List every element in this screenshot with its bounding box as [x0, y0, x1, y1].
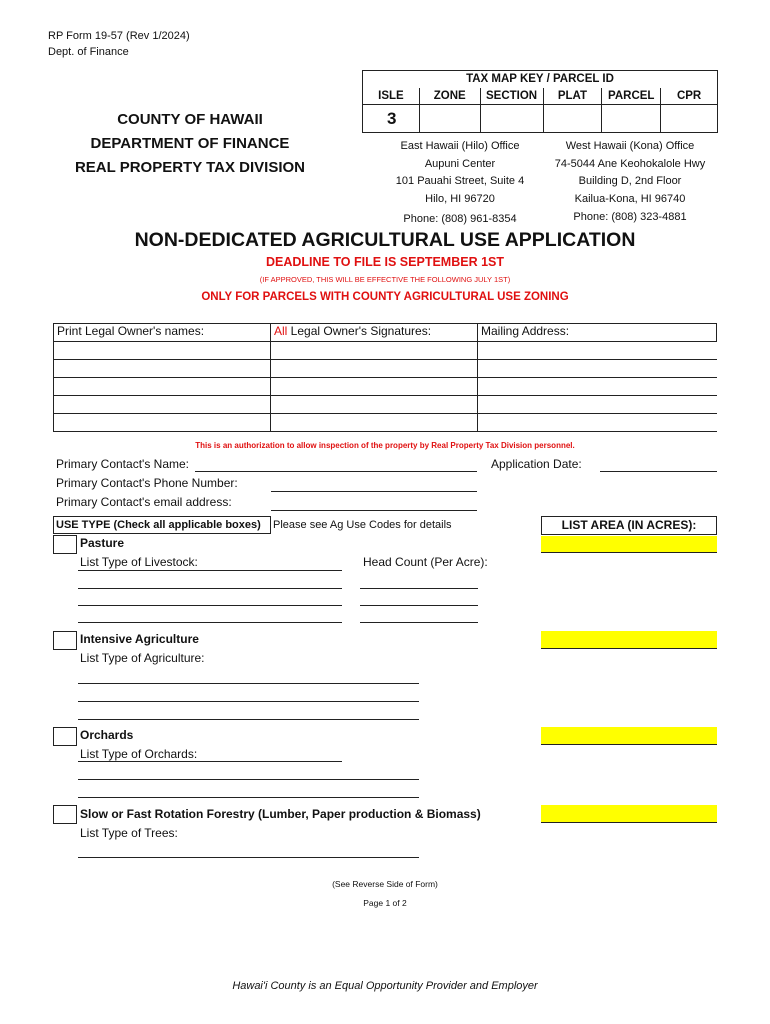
- trees-type-label: List Type of Trees:: [80, 826, 178, 840]
- orchards-type-input[interactable]: [78, 761, 342, 762]
- west-office-phone: Phone: (808) 323-4881: [573, 211, 687, 223]
- pasture-checkbox[interactable]: [53, 535, 77, 554]
- owner-signature-input[interactable]: [271, 342, 478, 360]
- agriculture-type-label: List Type of Agriculture:: [80, 651, 205, 665]
- east-office-phone: Phone: (808) 961-8354: [403, 213, 517, 225]
- owner-name-input[interactable]: [54, 396, 271, 414]
- contact-name-input[interactable]: [195, 471, 477, 472]
- agriculture-type-input[interactable]: [78, 701, 419, 702]
- west-office: [540, 138, 720, 208]
- tmk-col-isle: ISLE: [363, 88, 420, 105]
- authorization-note: This is an authorization to allow inspection of the property by Real Property Tax Division personnel.: [195, 441, 575, 450]
- page-number: Page 1 of 2: [363, 898, 407, 908]
- owners-header-all: All: [274, 324, 288, 338]
- owner-signature-input[interactable]: [271, 396, 478, 414]
- livestock-input[interactable]: [78, 622, 342, 623]
- east-office: [370, 138, 550, 208]
- orchards-type-label: List Type of Orchards:: [80, 747, 198, 761]
- livestock-label: List Type of Livestock:: [80, 555, 198, 569]
- owner-name-input[interactable]: [54, 414, 271, 432]
- owner-address-input[interactable]: [478, 414, 717, 432]
- tmk-col-zone: ZONE: [419, 88, 480, 105]
- west-office-name: West Hawaii (Kona) Office: [565, 140, 695, 152]
- ag-codes-note: Please see Ag Use Codes for details: [273, 519, 452, 531]
- effective-note: (IF APPROVED, THIS WILL BE EFFECTIVE THE FOLLOWING JULY 1ST): [259, 275, 511, 284]
- tmk-cpr-input[interactable]: [661, 105, 718, 133]
- owner-address-input[interactable]: [478, 342, 717, 360]
- owner-name-input[interactable]: [54, 342, 271, 360]
- intensive-acres-input[interactable]: [541, 631, 717, 649]
- reverse-side-note: (See Reverse Side of Form): [332, 879, 438, 889]
- contact-phone-label: Primary Contact's Phone Number:: [56, 476, 238, 490]
- contact-phone-input[interactable]: [271, 491, 477, 492]
- tmk-col-parcel: PARCEL: [602, 88, 661, 105]
- agency-county: COUNTY OF HAWAII: [117, 111, 263, 128]
- east-office-line1: Aupuni Center: [424, 157, 496, 170]
- tmk-col-section: SECTION: [480, 88, 543, 105]
- livestock-input[interactable]: [78, 605, 342, 606]
- owners-header-address: Mailing Address:: [478, 324, 717, 342]
- orchards-type-input[interactable]: [78, 779, 419, 780]
- east-office-name: East Hawaii (Hilo) Office: [400, 140, 520, 152]
- head-count-label: Head Count (Per Acre):: [363, 555, 488, 569]
- tmk-col-cpr: CPR: [661, 88, 718, 105]
- tmk-parcel-input[interactable]: [602, 105, 661, 133]
- agency-block: [60, 108, 320, 180]
- head-count-input[interactable]: [360, 605, 478, 606]
- contact-email-label: Primary Contact's email address:: [56, 495, 232, 509]
- owner-address-input[interactable]: [478, 378, 717, 396]
- forestry-label: Slow or Fast Rotation Forestry (Lumber, Paper production & Biomass): [80, 807, 481, 821]
- intensive-agriculture-checkbox[interactable]: [53, 631, 77, 650]
- owner-signature-input[interactable]: [271, 378, 478, 396]
- owners-table: [53, 323, 717, 432]
- equal-opportunity-note: Hawai'i County is an Equal Opportunity Provider and Employer: [232, 980, 538, 992]
- east-office-line3: Hilo, HI 96720: [425, 192, 495, 205]
- head-count-input[interactable]: [360, 622, 478, 623]
- pasture-acres-input[interactable]: [541, 536, 717, 553]
- agriculture-type-input[interactable]: [78, 719, 419, 720]
- agency-division: REAL PROPERTY TAX DIVISION: [74, 159, 306, 176]
- forestry-checkbox[interactable]: [53, 805, 77, 824]
- form-number: RP Form 19-57 (Rev 1/2024): [48, 30, 190, 42]
- tmk-isle-input[interactable]: 3: [363, 105, 420, 133]
- contact-email-input[interactable]: [271, 510, 477, 511]
- west-office-line3: Kailua-Kona, HI 96740: [574, 192, 686, 205]
- tmk-section-input[interactable]: [480, 105, 543, 133]
- west-office-line2: Building D, 2nd Floor: [578, 175, 682, 187]
- use-type-header: USE TYPE (Check all applicable boxes): [53, 516, 271, 534]
- application-date-input[interactable]: [600, 471, 717, 472]
- orchards-type-input[interactable]: [78, 797, 419, 798]
- livestock-input[interactable]: [78, 588, 342, 589]
- owner-signature-input[interactable]: [271, 414, 478, 432]
- deadline-notice: DEADLINE TO FILE IS SEPTEMBER 1ST: [266, 255, 504, 269]
- owner-name-input[interactable]: [54, 378, 271, 396]
- trees-type-input[interactable]: [78, 857, 419, 858]
- tmk-title: TAX MAP KEY / PARCEL ID: [363, 71, 718, 88]
- tax-map-key-table: [362, 70, 718, 133]
- pasture-label: Pasture: [80, 536, 125, 550]
- zoning-note: ONLY FOR PARCELS WITH COUNTY AGRICULTURAL USE ZONING: [201, 291, 569, 303]
- owner-address-input[interactable]: [478, 396, 717, 414]
- agency-department: DEPARTMENT OF FINANCE: [90, 135, 290, 152]
- owners-header-names: Print Legal Owner's names:: [54, 324, 271, 342]
- owner-name-input[interactable]: [54, 360, 271, 378]
- form-dept: Dept. of Finance: [48, 46, 129, 58]
- area-header: LIST AREA (IN ACRES):: [541, 516, 717, 535]
- orchards-checkbox[interactable]: [53, 727, 77, 746]
- forestry-acres-input[interactable]: [541, 805, 717, 823]
- east-office-line2: 101 Pauahi Street, Suite 4: [395, 175, 525, 187]
- head-count-input[interactable]: [360, 588, 478, 589]
- tmk-plat-input[interactable]: [543, 105, 602, 133]
- page-title: NON-DEDICATED AGRICULTURAL USE APPLICATION: [134, 229, 636, 251]
- owner-address-input[interactable]: [478, 360, 717, 378]
- intensive-agriculture-label: Intensive Agriculture: [80, 632, 199, 646]
- tmk-zone-input[interactable]: [419, 105, 480, 133]
- agriculture-type-input[interactable]: [78, 683, 419, 684]
- owner-signature-input[interactable]: [271, 360, 478, 378]
- owners-header-signatures-rest: Legal Owner's Signatures:: [287, 324, 432, 338]
- west-office-line1: 74-5044 Ane Keohokalole Hwy: [554, 157, 706, 170]
- orchards-acres-input[interactable]: [541, 727, 717, 745]
- tmk-col-plat: PLAT: [543, 88, 602, 105]
- application-date-label: Application Date:: [491, 457, 582, 471]
- orchards-label: Orchards: [80, 728, 134, 742]
- contact-name-label: Primary Contact's Name:: [56, 457, 189, 471]
- owners-header-signatures: [271, 324, 478, 342]
- livestock-input[interactable]: [78, 570, 342, 571]
